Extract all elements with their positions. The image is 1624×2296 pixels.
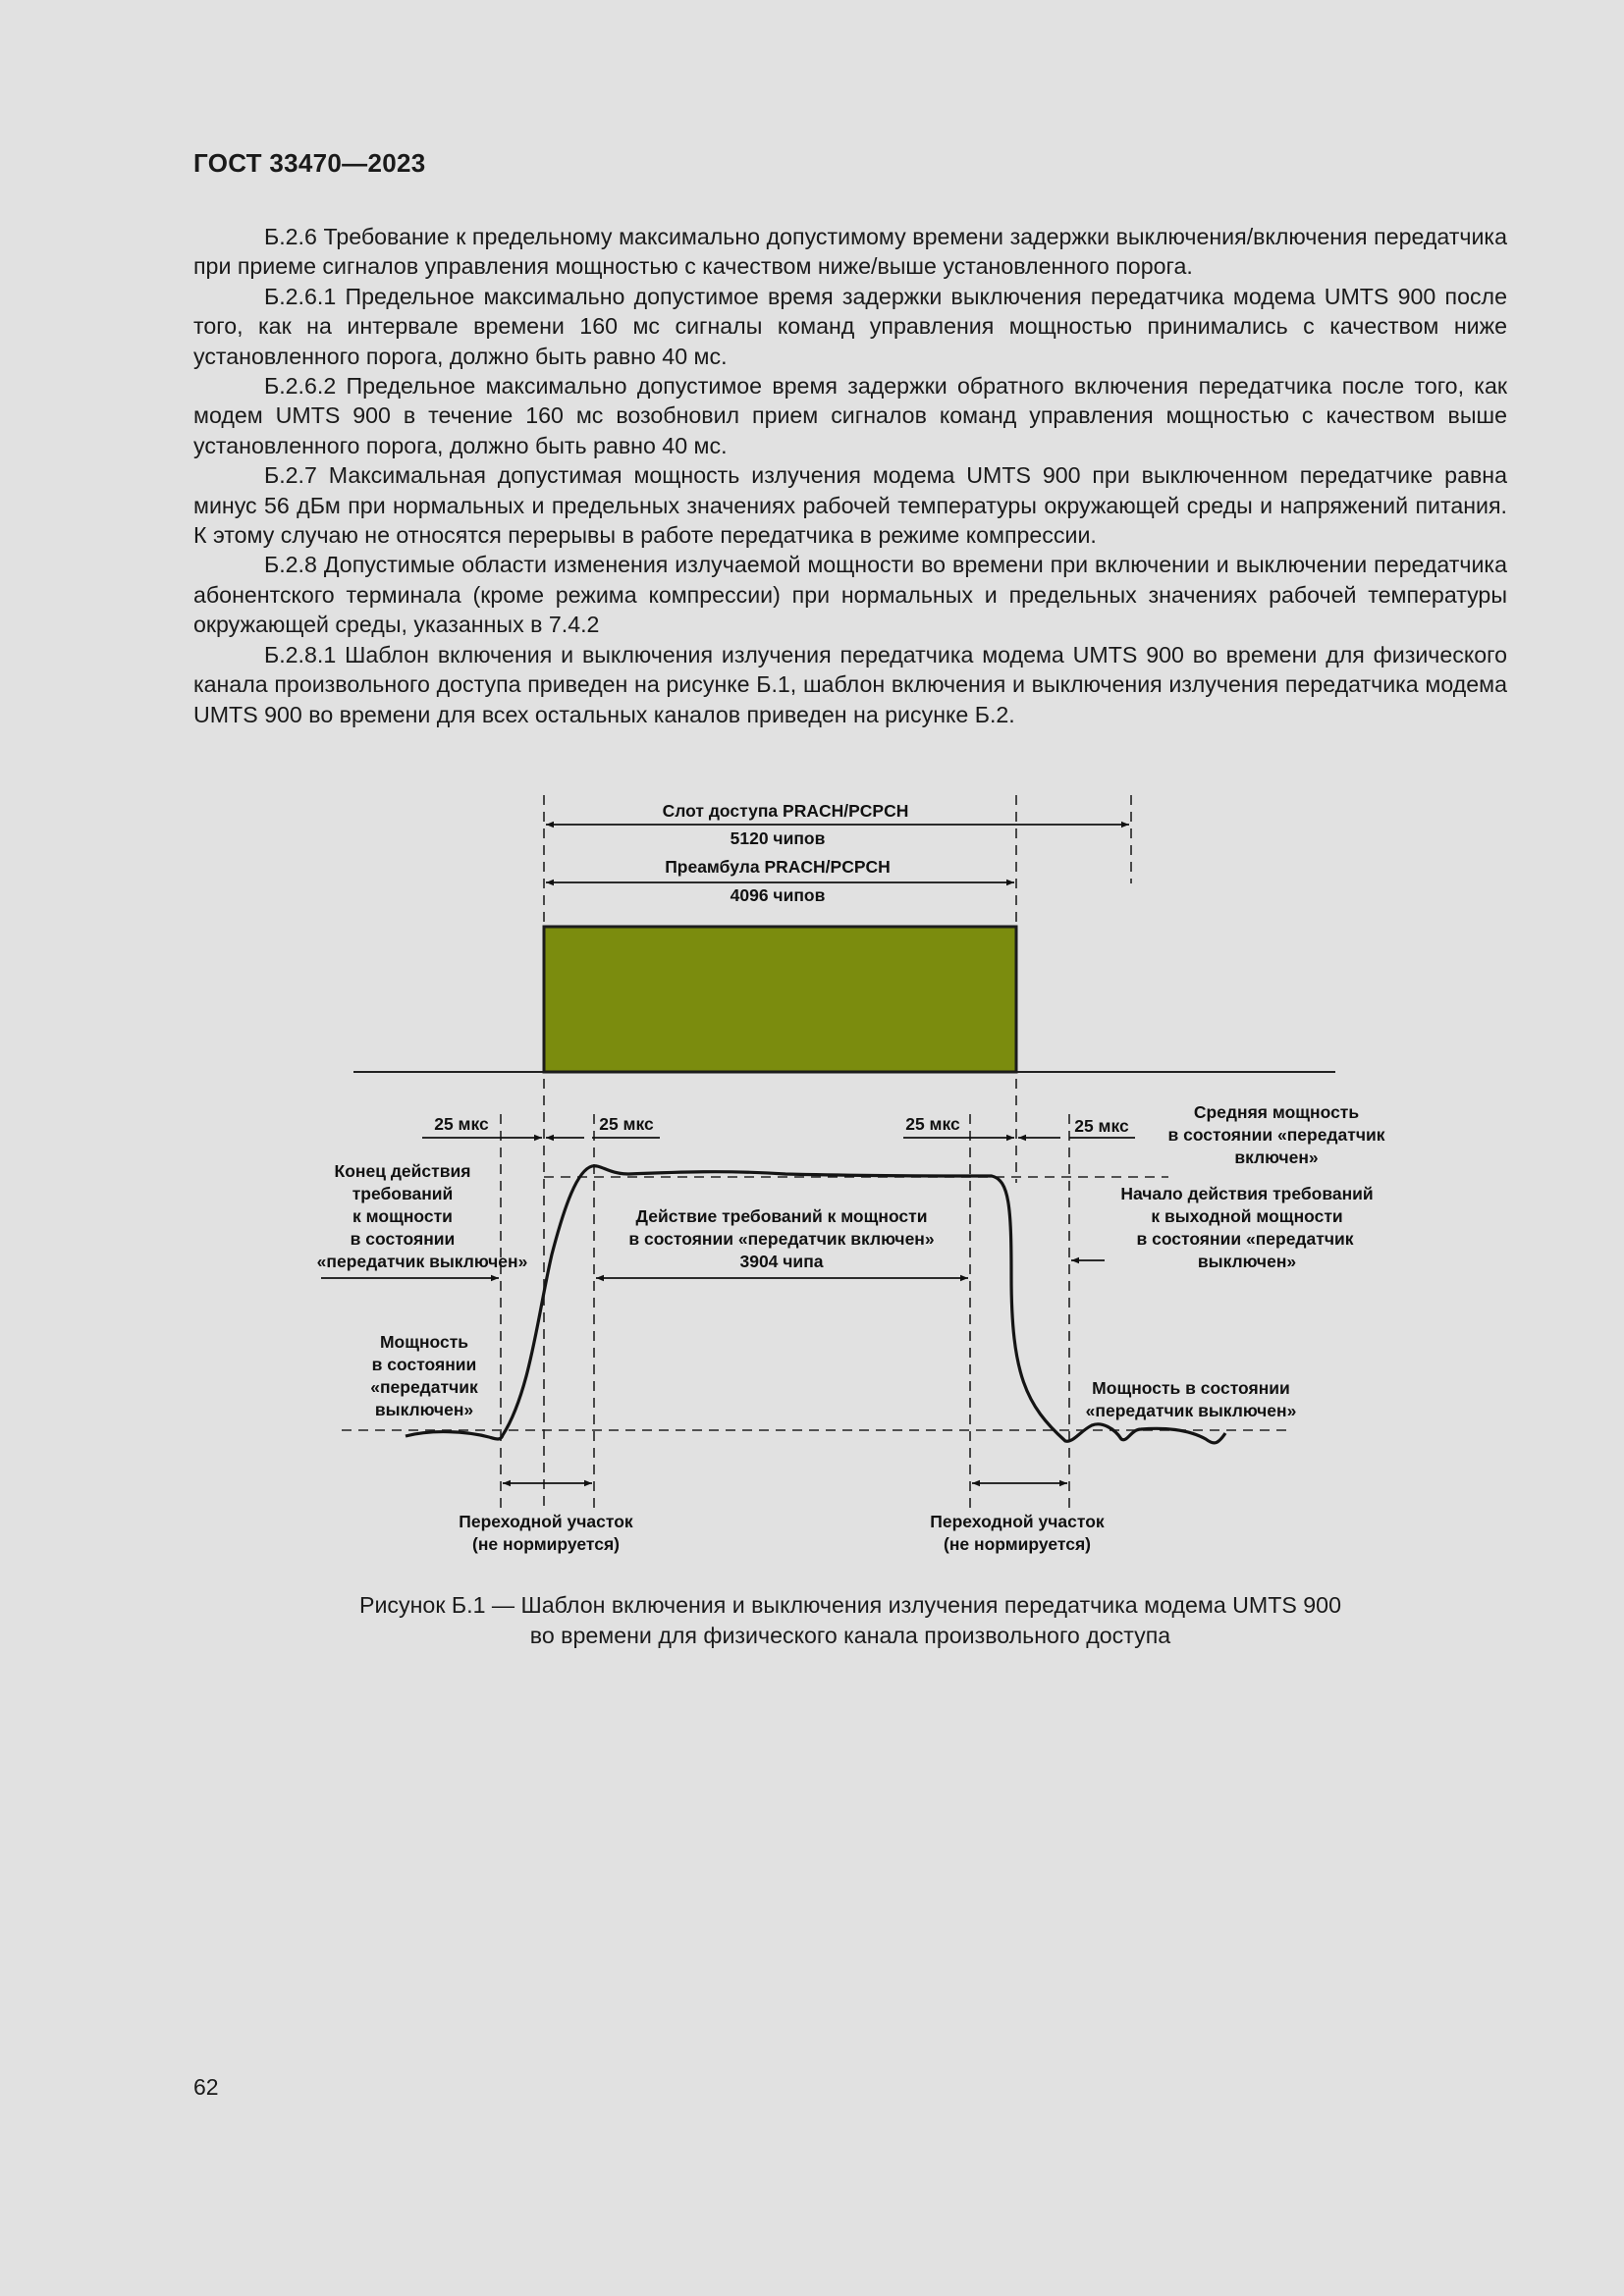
transition-right-line-2: (не нормируется) [944, 1534, 1091, 1554]
action-req-line-2: в состоянии «передатчик включен» [628, 1229, 935, 1249]
end-req-line-3: к мощности [352, 1206, 453, 1226]
end-req-line-4: в состоянии [350, 1229, 456, 1249]
paragraph-b-2-8: Б.2.8 Допустимые области изменения излучаемой мощности во времени при включении и выключении передатчика абонентского терминала (кроме режима компрессии) при нормальных и предельных значениях рабочей температуры окружающей среды, указанных в 7.4.2 [193, 552, 1507, 638]
paragraph-b-2-8-1: Б.2.8.1 Шаблон включения и выключения излучения передатчика модема UMTS 900 во времени для физического канала произвольного доступа приведен на рисунке Б.1, шаблон включения и выключения излучения передатчика модема UMTS 900 во времени для всех остальных каналов приведен на рисунке Б.2. [193, 641, 1507, 727]
paragraph-b-2-6: Б.2.6 Требование к предельному максимально допустимому времени задержки выключения/включения передатчика при приеме сигналов управления мощностью с качеством ниже/выше установленного порога. [193, 224, 1507, 280]
power-off-left-line-4: выключен» [374, 1400, 474, 1419]
page-number: 62 [193, 2074, 219, 2100]
avg-power-line-3: включен» [1234, 1148, 1319, 1167]
start-req-line-1: Начало действия требований [1120, 1184, 1374, 1203]
paragraph-b-2-6-1: Б.2.6.1 Предельное максимально допустимое время задержки выключения передатчика модема UMTS 900 после того, как на интервале времени 160 мс сигналы команд управления мощностью принимались с качеством ниже установленного порога, должно быть равно 40 мс. [193, 283, 1507, 369]
end-req-line-1: Конец действия [334, 1161, 471, 1181]
t2-label: 25 мкс [599, 1114, 654, 1134]
paragraph-b-2-7: Б.2.7 Максимальная допустимая мощность излучения модема UMTS 900 при выключенном передатчике равна минус 56 дБм при нормальных и предельных значениях рабочей температуры окружающей среды и напряжений питания. К этому случаю не относятся перерывы в работе передатчика в режиме компрессии. [193, 462, 1507, 549]
power-off-right-line-1: Мощность в состоянии [1092, 1378, 1290, 1398]
slot-title-label: Слот доступа PRACH/PCPCH [662, 801, 909, 821]
t3-label: 25 мкс [905, 1114, 960, 1134]
start-req-line-3: в состоянии «передатчик [1136, 1229, 1354, 1249]
transition-left-line-1: Переходной участок [459, 1512, 633, 1531]
transition-right-line-1: Переходной участок [930, 1512, 1105, 1531]
paragraph-b-2-6-2: Б.2.6.2 Предельное максимально допустимое время задержки обратного включения передатчика после того, как модем UMTS 900 в течение 160 мс возобновил прием сигналов команд управления мощностью с качеством выше установленного порога, должно быть равно 40 мс. [193, 373, 1507, 458]
end-req-line-5: «передатчик выключен» [316, 1252, 528, 1271]
action-req-line-1: Действие требований к мощности [635, 1206, 928, 1226]
action-req-line-3: 3904 чипа [739, 1252, 824, 1271]
transition-left-line-2: (не нормируется) [472, 1534, 620, 1554]
document-header: ГОСТ 33470—2023 [193, 148, 426, 178]
start-req-line-2: к выходной мощности [1151, 1206, 1343, 1226]
avg-power-line-2: в состоянии «передатчик [1167, 1125, 1385, 1145]
power-off-right-line-2: «передатчик выключен» [1085, 1401, 1297, 1420]
preamble-title-label: Преамбула PRACH/PCPCH [665, 857, 891, 877]
preamble-chips-label: 4096 чипов [730, 885, 826, 905]
slot-chips-label: 5120 чипов [730, 828, 826, 848]
figure-caption [193, 1590, 1507, 1651]
start-req-line-4: выключен» [1197, 1252, 1297, 1271]
t4-label: 25 мкс [1074, 1116, 1129, 1136]
caption-line-1: Рисунок Б.1 — Шаблон включения и выключения излучения передатчика модема UMTS 900 [359, 1592, 1341, 1618]
power-off-left-line-2: в состоянии [371, 1355, 477, 1374]
t1-label: 25 мкс [434, 1114, 489, 1134]
power-off-left-line-1: Мощность [379, 1332, 469, 1352]
power-off-left-line-3: «передатчик [370, 1377, 478, 1397]
caption-line-2: во времени для физического канала произвольного доступа [529, 1623, 1171, 1648]
avg-power-line-1: Средняя мощность [1193, 1102, 1360, 1122]
preamble-block [544, 927, 1016, 1072]
end-req-line-2: требований [352, 1184, 454, 1203]
